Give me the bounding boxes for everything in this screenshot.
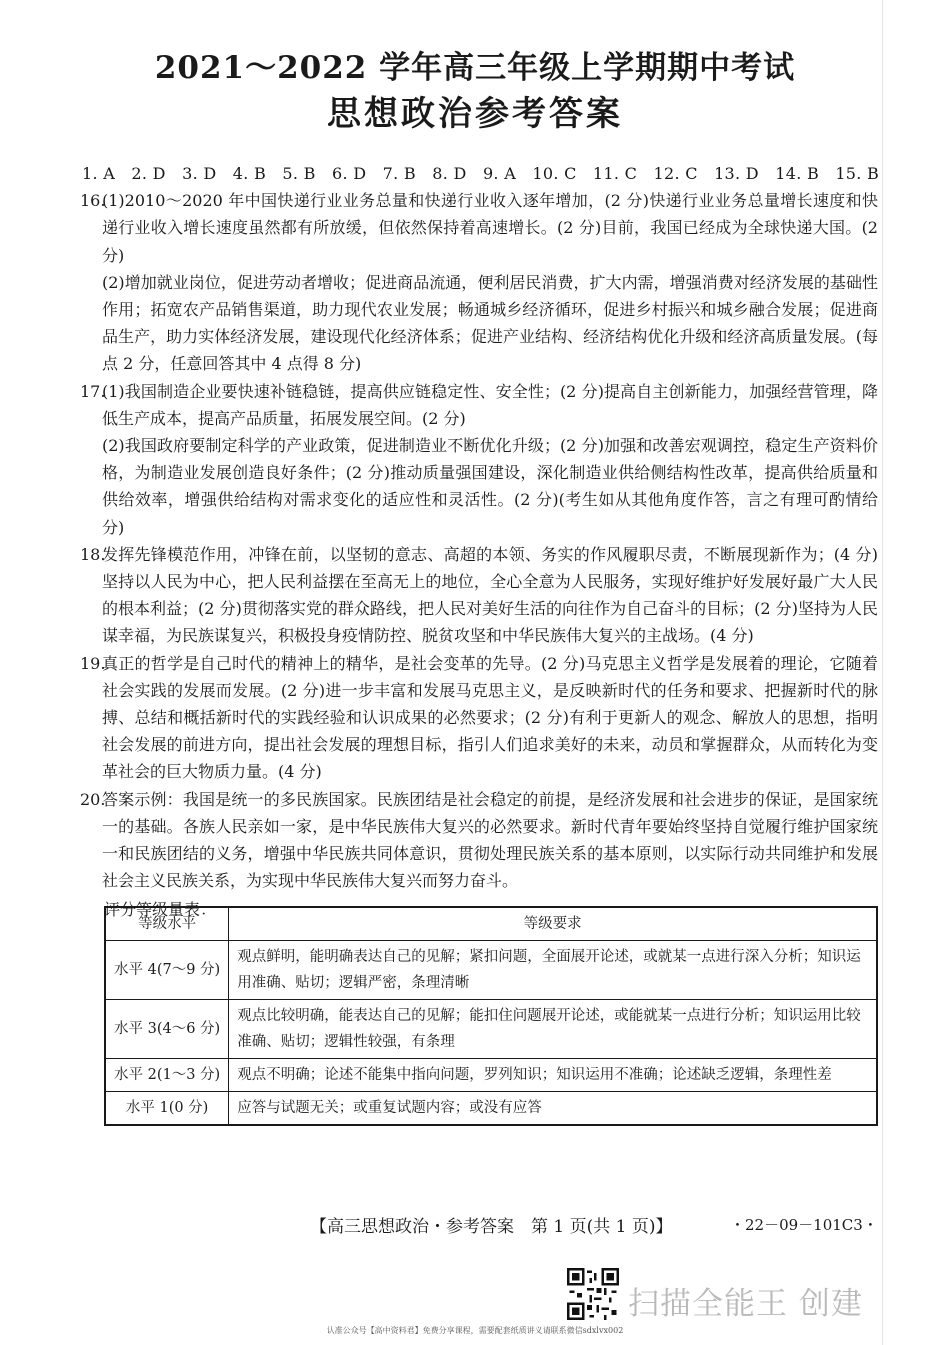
requirement-cell: 观点不明确；论述不能集中指向问题，罗列知识；知识运用不准确；论述缺乏逻辑，条理性差	[229, 1059, 877, 1092]
answer-part-2: (2)我国政府要制定科学的产业政策，促进制造业不断优化升级；(2 分)加强和改善宏观调控，稳定生产资料价格，为制造业发展创造良好条件；(2 分)推动质量强国建设，深化制造业供给侧结构性改革，提高供给质量和供给效率，增强供给结构对需求变化的适应性和灵活性。(2 分)(考生如从其他角度作答，言之有理可酌情给分)	[102, 436, 878, 537]
document-code: ・22－09－101C3・	[730, 1216, 878, 1234]
question-18	[82, 541, 878, 650]
level-cell: 水平 2(1～3 分)	[105, 1059, 229, 1092]
question-number: 16.	[80, 191, 106, 211]
question-16	[82, 187, 878, 377]
answer-text: 答案示例：我国是统一的多民族国家。民族团结是社会稳定的前提，是经济发展和社会进步的保证，是国家统一的基础。各族人民亲如一家，是中华民族伟大复兴的必然要求。新时代青年要始终坚持自觉履行维护国家统一和民族团结的义务，增强中华民族共同体意识，贯彻处理民族关系的基本原则，以实际行动共同维护和发展社会主义民族关系，为实现中华民族伟大复兴而努力奋斗。	[102, 789, 878, 891]
question-number: 19.	[80, 653, 106, 673]
table-row	[105, 1092, 877, 1126]
question-19	[82, 650, 878, 786]
answer-part-1: (1)2010～2020 年中国快递行业业务总量和快递行业收入逐年增加，(2 分)快递行业业务总量增长速度和快递行业收入增长速度虽然都有所放缓，但依然保持着高速增长。(2 分)目前，我国已经成为全球快递大国。(2 分)	[102, 191, 878, 265]
question-20	[82, 786, 878, 895]
page-footer-label: 【高三思想政治・参考答案 第 1 页(共 1 页)】	[310, 1217, 673, 1237]
scan-edge-line	[882, 0, 883, 1345]
column-header-level: 等级水平	[105, 907, 229, 941]
question-number: 17.	[80, 381, 106, 401]
table-row	[105, 1000, 877, 1059]
requirement-cell: 观点鲜明，能明确表达自己的见解；紧扣问题，全面展开论述，或就某一点进行深入分析；知识运用准确、贴切；逻辑严密，条理清晰	[229, 941, 877, 1000]
level-cell: 水平 4(7～9 分)	[105, 941, 229, 1000]
qr-code-icon	[567, 1268, 619, 1320]
scoring-rubric-table	[104, 906, 878, 1126]
level-cell: 水平 3(4～6 分)	[105, 1000, 229, 1059]
multiple-choice-answers: 1. A 2. D 3. D 4. B 5. B 6. D 7. B 8. D 9. A 10. C 11. C 12. C 13. D 14. B 15. B	[82, 164, 880, 183]
table-row	[105, 1059, 877, 1092]
answer-text: 真正的哲学是自己时代的精神上的精华，是社会变革的先导。(2 分)马克思主义哲学是发展着的理论，它随着社会实践的发展而发展。(2 分)进一步丰富和发展马克思主义，是反映新时代的任务和要求、把握新时代的脉搏、总结和概括新时代的实践经验和认识成果的必然要求；(2 分)有利于更新人的观念、解放人的思想，指明社会发展的前进方向，提出社会发展的理想目标，指引人们追求美好的未来，动员和掌握群众，从而转化为变革社会的巨大物质力量。(4 分)	[102, 653, 878, 782]
bottom-note: 认准公众号【高中资料君】免费分享课程，需要配套纸质讲义请联系微信sdxlvx002	[326, 1326, 624, 1335]
answer-text: 发挥先锋模范作用，冲锋在前，以坚韧的意志、高超的本领、务实的作风履职尽责，不断展现新作为；(4 分)坚持以人民为中心，把人民利益摆在至高无上的地位，全心全意为人民服务，实现好维护好发展好最广大人民的根本利益；(2 分)贯彻落实党的群众路线，把人民对美好生活的向往作为自己奋斗的目标；(2 分)坚持为人民谋幸福，为民族谋复兴，积极投身疫情防控、脱贫攻坚和中华民族伟大复兴的主战场。(4 分)	[102, 544, 878, 646]
requirement-cell: 观点比较明确，能表达自己的见解；能扣住问题展开论述，或能就某一点进行分析；知识运用比较准确、贴切；逻辑性较强，有条理	[229, 1000, 877, 1059]
level-cell: 水平 1(0 分)	[105, 1092, 229, 1126]
exam-title: 2021～2022 学年高三年级上学期期中考试	[154, 50, 796, 86]
question-17	[82, 378, 878, 541]
answer-part-2: (2)增加就业岗位，促进劳动者增收；促进商品流通，便利居民消费，扩大内需，增强消费对经济发展的基础性作用；拓宽农产品销售渠道，助力现代农业发展；畅通城乡经济循环，促进乡村振兴和城乡融合发展；促进商品生产，助力实体经济发展，建设现代化经济体系；促进产业结构、经济结构优化升级和经济高质量发展。(每点 2 分，任意回答其中 4 点得 8 分)	[102, 272, 878, 374]
scanner-watermark: 扫描全能王 创建	[628, 1286, 863, 1322]
answer-key-title: 思想政治参考答案	[327, 94, 623, 134]
question-number: 18.	[80, 544, 106, 564]
requirement-cell: 应答与试题无关；或重复试题内容；或没有应答	[229, 1092, 877, 1126]
column-header-requirement: 等级要求	[229, 907, 877, 941]
table-row	[105, 941, 877, 1000]
answer-content	[82, 160, 878, 926]
question-number: 20.	[80, 789, 106, 809]
rubric-label: 评分等级量表：	[104, 900, 217, 920]
answer-part-1: (1)我国制造企业要快速补链稳链，提高供应链稳定性、安全性；(2 分)提高自主创新能力，加强经营管理，降低生产成本，提高产品质量，拓展发展空间。(2 分)	[102, 381, 878, 428]
table-header-row	[105, 907, 877, 941]
